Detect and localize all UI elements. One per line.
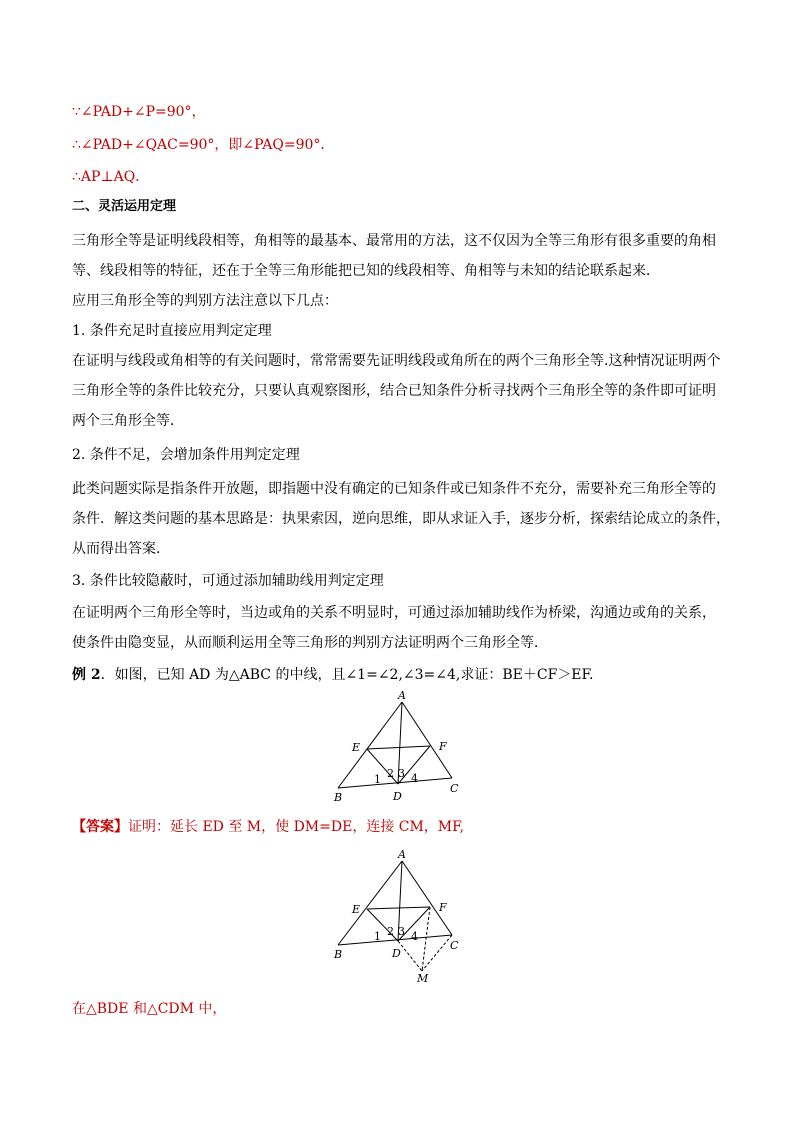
list-heading-1: 1. 条件充足时直接应用判定定理 [72,323,272,339]
angle-label-3: 3 [398,767,405,780]
paragraph-line: 使条件由隐变显，从而顺利运用全等三角形的判别方法证明两个三角形全等． [72,635,548,651]
vertex-label-d: D [393,790,402,803]
triangle-figure-2 [328,845,468,985]
vertex-label-d: D [392,947,401,960]
example-line [72,666,594,684]
last-proof-line: 在△BDE 和△CDM 中， [72,1001,227,1017]
paragraph-line: 在证明与线段或角相等的有关问题时，常常需要先证明线段或角所在的两个三角形全等.这种情况证明两个 [72,353,721,369]
vertex-label-m: M [417,972,429,985]
list-heading-3: 3. 条件比较隐蔽时，可通过添加辅助线用判定定理 [72,573,384,589]
angle-label-1: 1 [374,773,381,786]
vertex-label-b: B [334,948,343,961]
vertex-label-f: F [439,740,447,753]
section-title: 二、灵活运用定理 [72,199,177,214]
vertex-label-e: E [352,741,361,754]
vertex-label-a: A [398,848,406,861]
paragraph-line: 两个三角形全等． [72,413,184,429]
triangle-figure-1 [328,690,468,806]
paragraph-line: 三角形全等的条件比较充分，只要认真观察图形，结合已知条件分析寻找两个三角形全等的条件即可证明 [72,383,716,399]
angle-label-2: 2 [387,925,394,938]
answer-line [72,818,464,836]
paragraph-line: 从而得出答案． [72,541,170,557]
paragraph-line: 在证明两个三角形全等时，当边或角的关系不明显时，可通过添加辅助线作为桥梁，沟通边或角的关系， [72,605,716,621]
angle-label-1: 1 [374,930,381,943]
paragraph-line: 等、线段相等的特征，还在于全等三角形能把已知的线段相等、角相等与未知的结论联系起来． [72,263,660,279]
angle-label-4: 4 [411,772,418,785]
answer-text: 证明：延长 ED 至 M，使 DM=DE，连接 CM，MF, [128,819,465,835]
vertex-label-e: E [352,903,361,916]
answer-tag: 【答案】 [72,819,128,835]
vertex-label-c: C [450,939,459,952]
vertex-label-f: F [439,901,447,914]
paragraph-line: 三角形全等是证明线段相等，角相等的最基本、最常用的方法，这不仅因为全等三角形有很多重要的角相 [72,233,716,249]
paragraph-line: 应用三角形全等的判别方法注意以下几点： [72,293,338,309]
vertex-label-b: B [334,791,343,804]
list-heading-2: 2. 条件不足，会增加条件用判定定理 [72,447,300,463]
example-label: 例 2 [72,667,101,683]
angle-label-4: 4 [411,930,418,943]
example-text: ．如图，已知 AD 为△ABC 的中线，且∠1=∠2,∠3=∠4,求证：BE＋CF＞EF. [100,667,594,683]
proof-line-2: ∴∠PAD+∠QAC=90°，即∠PAQ=90°． [72,137,335,153]
vertex-label-a: A [398,690,406,702]
paragraph-line: 条件．解这类问题的基本思路是：执果索因，逆向思维，即从求证入手，逐步分析，探索结论成立的条件， [72,511,730,527]
vertex-label-c: C [450,782,459,795]
proof-line-3: ∴AP⊥AQ． [72,169,150,185]
angle-label-3: 3 [398,925,405,938]
angle-label-2: 2 [387,767,394,780]
proof-line-1: ∵∠PAD+∠P=90°， [72,104,206,120]
paragraph-line: 此类问题实际是指条件开放题，即指题中没有确定的已知条件或已知条件不充分，需要补充三角形全等的 [72,481,716,497]
